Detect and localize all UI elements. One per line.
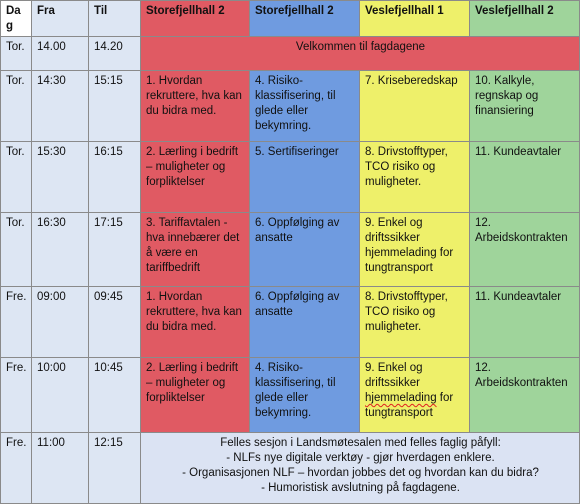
day-cell: Fre. xyxy=(1,358,32,433)
session-cell xyxy=(360,358,470,433)
day-cell: Tor. xyxy=(1,213,32,287)
session-cell: 6. Oppfølging av ansatte xyxy=(250,213,360,287)
from-cell: 09:00 xyxy=(32,287,89,358)
to-cell: 12:15 xyxy=(89,433,141,504)
session-text: for tungtransport xyxy=(365,392,454,419)
session-cell: 1. Hvordan rekruttere, hva kan du bidra med. xyxy=(141,287,250,358)
header-veslefjellhall-2: Veslefjellhall 2 xyxy=(470,1,580,37)
day-cell: Tor. xyxy=(1,142,32,213)
session-cell: 4. Risiko-klassifisering, til glede eller bekymring. xyxy=(250,358,360,433)
session-cell: 7. Kriseberedskap xyxy=(360,71,470,142)
header-to: Til xyxy=(89,1,141,37)
table-row xyxy=(1,213,580,287)
session-cell: 8. Drivstofftyper, TCO risiko og muligheter. xyxy=(360,142,470,213)
from-cell: 15:30 xyxy=(32,142,89,213)
session-cell: 11. Kundeavtaler xyxy=(470,142,580,213)
header-row xyxy=(1,1,580,37)
session-cell: 12. Arbeidskontrakten xyxy=(470,358,580,433)
plenary-cell xyxy=(141,433,580,504)
header-storefjellhall-2a: Storefjellhall 2 xyxy=(141,1,250,37)
to-cell: 15:15 xyxy=(89,71,141,142)
to-cell: 17:15 xyxy=(89,213,141,287)
table-row xyxy=(1,71,580,142)
to-cell: 14.20 xyxy=(89,37,141,71)
day-cell: Tor. xyxy=(1,71,32,142)
session-cell: 2. Lærling i bedrift – muligheter og forpliktelser xyxy=(141,358,250,433)
session-cell: 8. Drivstofftyper, TCO risiko og muligheter. xyxy=(360,287,470,358)
table-row xyxy=(1,433,580,504)
header-from: Fra xyxy=(32,1,89,37)
session-cell: 3. Tariffavtalen - hva innebærer det å være en tariffbedrift xyxy=(141,213,250,287)
day-cell: Fre. xyxy=(1,287,32,358)
spellcheck-underlined-word: hjemmelading xyxy=(365,392,437,404)
session-cell: 12. Arbeidskontrakten xyxy=(470,213,580,287)
session-cell: 5. Sertifiseringer xyxy=(250,142,360,213)
header-storefjellhall-2b: Storefjellhall 2 xyxy=(250,1,360,37)
to-cell: 09:45 xyxy=(89,287,141,358)
session-cell: 1. Hvordan rekruttere, hva kan du bidra med. xyxy=(141,71,250,142)
day-cell: Fre. xyxy=(1,433,32,504)
to-cell: 16:15 xyxy=(89,142,141,213)
session-cell: 11. Kundeavtaler xyxy=(470,287,580,358)
from-cell: 16:30 xyxy=(32,213,89,287)
session-cell: 9. Enkel og driftssikker hjemmelading for tungtransport xyxy=(360,213,470,287)
to-cell: 10:45 xyxy=(89,358,141,433)
from-cell: 11:00 xyxy=(32,433,89,504)
plenary-line: - NLFs nye digitale verktøy - gjør hverdagen enklere. xyxy=(226,452,495,464)
from-cell: 10:00 xyxy=(32,358,89,433)
welcome-cell: Velkommen til fagdagene xyxy=(141,37,580,71)
header-veslefjellhall-1: Veslefjellhall 1 xyxy=(360,1,470,37)
plenary-line: - Organisasjonen NLF – hvordan jobbes det og hvordan kan du bidra? xyxy=(182,467,539,479)
session-cell: 6. Oppfølging av ansatte xyxy=(250,287,360,358)
session-text: 9. Enkel og driftssikker xyxy=(365,362,423,389)
plenary-line: Felles sesjon i Landsmøtesalen med felles faglig påfyll: xyxy=(220,437,501,449)
session-cell: 10. Kalkyle, regnskap og finansiering xyxy=(470,71,580,142)
table-row xyxy=(1,287,580,358)
plenary-line: - Humoristisk avslutning på fagdagene. xyxy=(261,482,460,494)
day-cell: Tor. xyxy=(1,37,32,71)
session-cell: 4. Risiko-klassifisering, til glede eller bekymring. xyxy=(250,71,360,142)
from-cell: 14.00 xyxy=(32,37,89,71)
header-day: Dag xyxy=(1,1,32,37)
table-row xyxy=(1,142,580,213)
table-row xyxy=(1,358,580,433)
table-row xyxy=(1,37,580,71)
session-cell: 2. Lærling i bedrift – muligheter og forpliktelser xyxy=(141,142,250,213)
from-cell: 14:30 xyxy=(32,71,89,142)
